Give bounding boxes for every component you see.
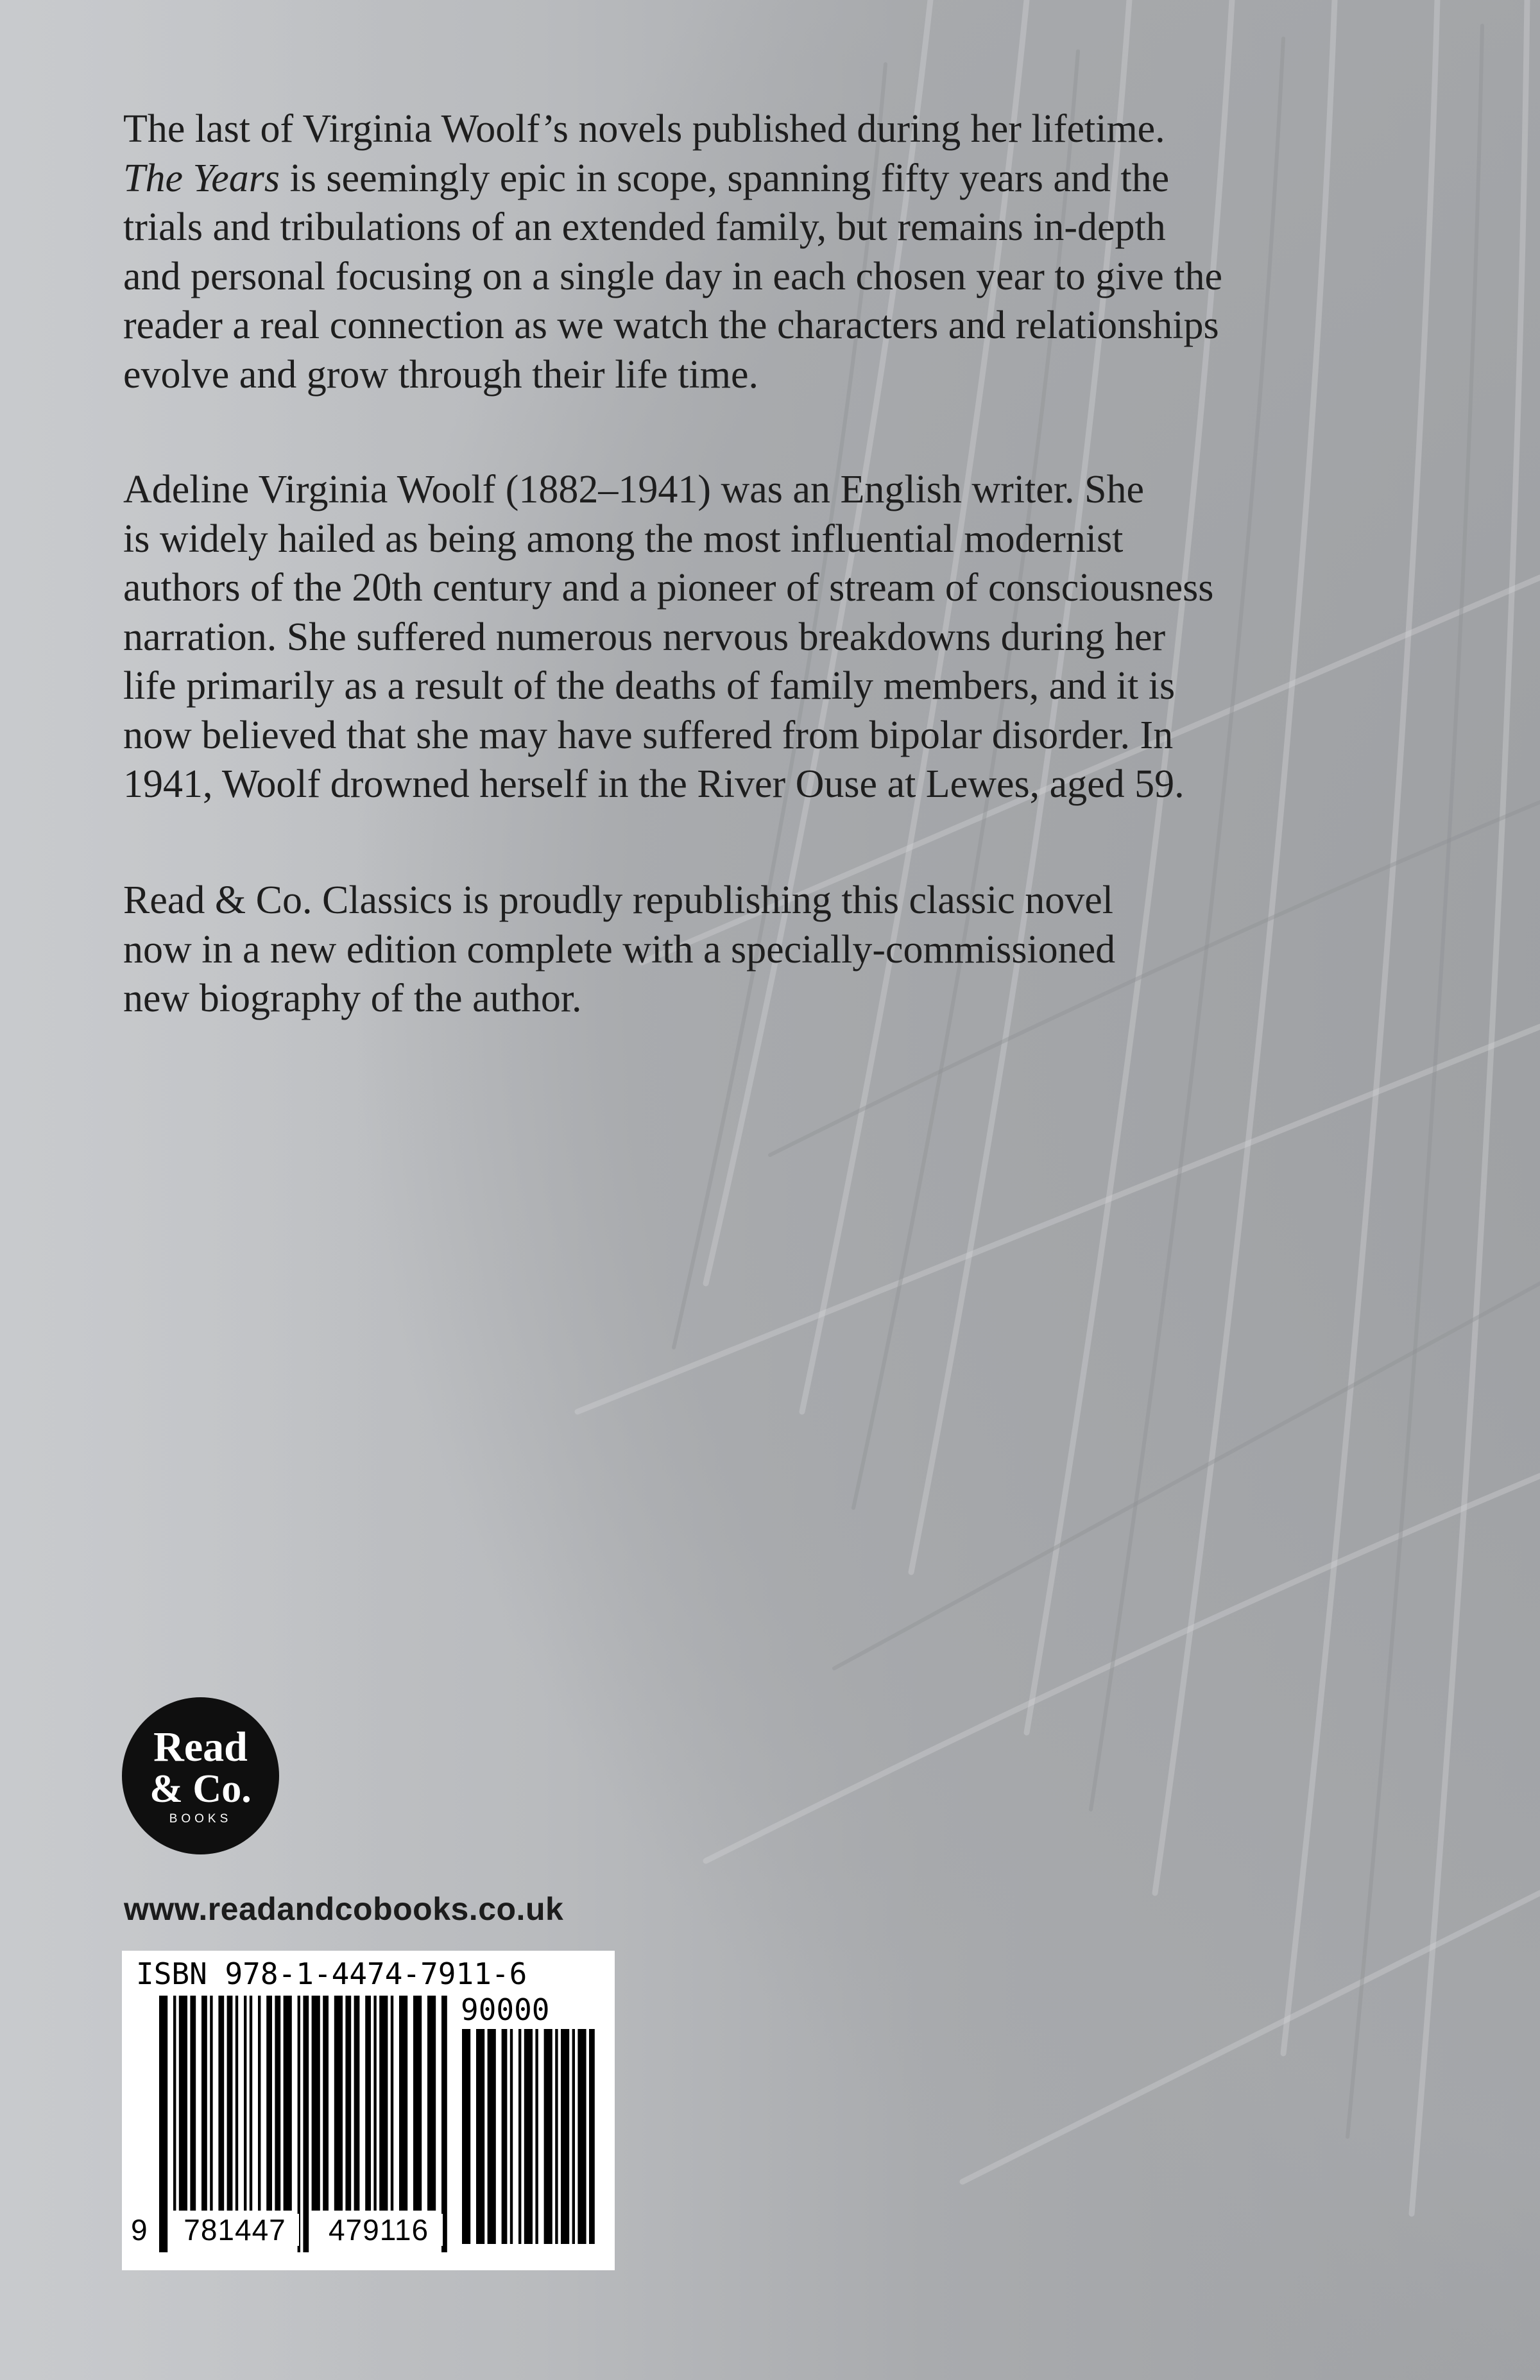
barcode-bar: [250, 1996, 252, 2211]
publisher-line-2: now in a new edition complete with a specially-commissioned: [123, 927, 1116, 972]
bio-line-7: 1941, Woolf drowned herself in the River Ouse at Lewes, aged 59.: [123, 762, 1185, 806]
barcode-bar: [334, 1996, 343, 2211]
barcode-bar: [354, 1996, 360, 2211]
barcode-bar: [544, 2029, 552, 2244]
barcode-digits-left: 781447: [171, 2214, 299, 2246]
barcode-bar: [373, 1996, 376, 2211]
bio-line-3: authors of the 20th century and a pioneer of stream of consciousness: [123, 566, 1214, 610]
barcode-bar: [218, 1996, 224, 2211]
description-line-4: and personal focusing on a single day in each chosen year to give the: [123, 254, 1223, 298]
barcode-bar: [210, 1996, 212, 2211]
barcode-bar: [365, 1996, 371, 2211]
isbn-barcode-panel: [122, 1951, 615, 2270]
bio-line-6: now believed that she may have suffered from bipolar disorder. In: [123, 713, 1174, 757]
barcode-bar: [502, 2029, 508, 2244]
publisher-line-1: Read & Co. Classics is proudly republishing this classic novel: [123, 878, 1113, 922]
description-line-1: The last of Virginia Woolf’s novels published during her lifetime.: [123, 107, 1165, 151]
addon-barcode-bars: [462, 2029, 601, 2244]
description-line-3: trials and tribulations of an extended family, but remains in-depth: [123, 205, 1166, 249]
book-title: The Years: [123, 156, 280, 200]
barcode-bar: [391, 1996, 393, 2211]
barcode-bar: [413, 1996, 422, 2211]
barcode-bar: [510, 2029, 513, 2244]
barcode-digits-right: 479116: [314, 2214, 443, 2246]
barcode-bar: [275, 1996, 280, 2211]
publisher-logo: [122, 1697, 279, 1854]
barcode-bar: [227, 1996, 233, 2211]
barcode-bar: [235, 1996, 238, 2211]
barcode-bar: [561, 2029, 569, 2244]
barcode-bar: [258, 1996, 261, 2211]
publisher-website: www.readandcobooks.co.uk: [124, 1891, 564, 1927]
bio-line-1: Adeline Virginia Woolf (1882–1941) was an English writer. She: [123, 468, 1145, 511]
barcode-bar: [462, 2029, 470, 2244]
author-bio-paragraph: [123, 465, 1342, 809]
description-line-6: evolve and grow through their life time.: [123, 352, 759, 397]
isbn-label: ISBN 978-1-4474-7911-6: [136, 1956, 527, 1991]
barcode-bar: [379, 1996, 388, 2211]
barcode-bar: [323, 1996, 329, 2211]
barcode-bar: [555, 2029, 558, 2244]
barcode-bar: [578, 2029, 586, 2244]
logo-co-text: & Co.: [150, 1767, 252, 1811]
barcode-bar: [190, 1996, 196, 2211]
barcode-bar: [427, 1996, 436, 2211]
barcode-bar: [572, 2029, 575, 2244]
bio-line-2: is widely hailed as being among the most influential modernist: [123, 517, 1124, 561]
description-line-2-rest: is seemingly epic in scope, spanning fifty years and the: [280, 156, 1170, 200]
barcode-bar: [345, 1996, 351, 2211]
barcode-digit-first: 9: [131, 2213, 148, 2247]
barcode-bar: [399, 1996, 407, 2211]
barcode-bar: [266, 1996, 272, 2211]
barcode-bar: [244, 1996, 246, 2211]
logo-read-text: Read: [153, 1724, 248, 1770]
barcode-bar: [159, 1996, 167, 2252]
barcode-bar: [518, 2029, 521, 2244]
barcode-bar: [303, 1996, 309, 2252]
barcode-bar: [589, 2029, 595, 2244]
bio-line-4: narration. She suffered numerous nervous breakdowns during her: [123, 615, 1166, 659]
barcode-bar: [179, 1996, 187, 2211]
barcode-bar: [535, 2029, 538, 2244]
barcode-bar: [201, 1996, 207, 2211]
barcode-bar: [476, 2029, 484, 2244]
logo-books-text: BOOKS: [169, 1812, 232, 1826]
barcode-bar: [284, 1996, 292, 2211]
publisher-line-3: new biography of the author.: [123, 977, 582, 1020]
description-paragraph: [123, 105, 1342, 399]
bio-line-5: life primarily as a result of the deaths of family members, and it is: [123, 664, 1176, 708]
publisher-note-paragraph: [123, 876, 1342, 1023]
description-line-2: [123, 154, 1342, 203]
price-code: 90000: [461, 1992, 550, 2027]
barcode-bar: [173, 1996, 176, 2211]
barcode-bar: [488, 2029, 496, 2244]
barcode-bar: [524, 2029, 533, 2244]
description-line-5: reader a real connection as we watch the characters and relationships: [123, 304, 1219, 347]
barcode-bar: [312, 1996, 320, 2211]
